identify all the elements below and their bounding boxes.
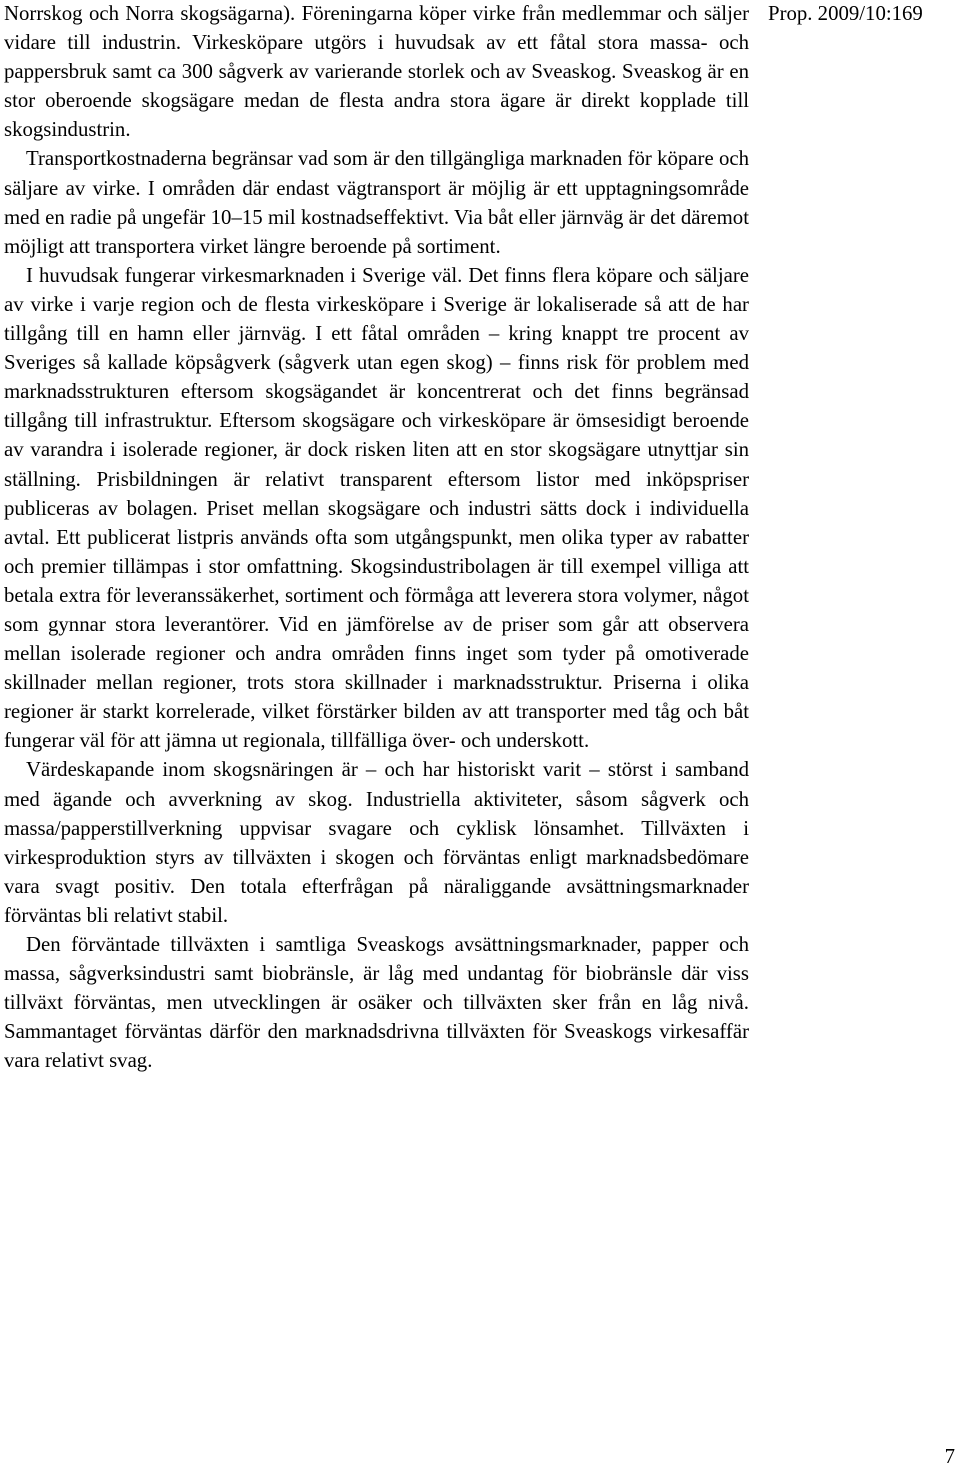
body-text xyxy=(4,0,749,1075)
paragraph: I huvudsak fungerar virkesmarknaden i Sverige väl. Det finns flera köpare och säljare av virke i varje region och de flesta virkesköpare i Sverige är lokaliserade så att de har tillgång till en hamn eller järnväg. I ett fåtal områden – kring knappt tre procent av Sveriges så kallade köpsågverk (sågverk utan egen skog) – finns risk för problem med marknadsstrukturen eftersom skogsägandet är koncentrerat och det finns begränsad tillgång till infrastruktur. Eftersom skogsägare och virkesköpare är ömsesidigt beroende av varandra i isolerade regioner, är dock risken liten att en stor skogsägare utnyttjar sin ställning. Prisbildningen är relativt transparent eftersom listor med inköpspriser publiceras av bolagen. Priset mellan skogsägare och industri sätts dock i individuella avtal. Ett publicerat listpris används ofta som utgångspunkt, men olika typer av rabatter och premier tillämpas i stor omfattning. Skogsindustribolagen är till exempel villiga att betala extra för leveranssäkerhet, sortiment och förmåga att leverera stora volymer, något som gynnar stora leverantörer. Vid en jämförelse av de priser som går att observera mellan isolerade regioner och andra områden finns inget som tyder på omotiverade skillnader mellan regioner, trots stora skillnader i marknadsstruktur. Priserna i olika regioner är starkt korrelerade, vilket förstärker bilden av att transporter med tåg och båt fungerar väl för att jämna ut regionala, tillfälliga över- och underskott. xyxy=(4,263,749,753)
page-number: 7 xyxy=(944,1445,955,1468)
paragraph: Den förväntade tillväxten i samtliga Sveaskogs avsättningsmarknader, papper och massa, sågverksindustri samt biobränsle, är låg med undantag för biobränsle där viss tillväxt förväntas, men utvecklingen är osäker och tillväxten sker från en låg nivå. Sammantaget förväntas därför den marknadsdrivna tillväxten för Sveaskogs virkesaffär vara relativt svag. xyxy=(4,933,749,1073)
proposition-reference: Prop. 2009/10:169 xyxy=(768,2,923,25)
paragraph: Värdeskapande inom skogsnäringen är – och har historiskt varit – störst i samband med ägande och avverkning av skog. Industriella aktiviteter, såsom sågverk och massa/papperstillverkning uppvisar svagare och cyklisk lönsamhet. Tillväxten i virkesproduktion styrs av tillväxten i skogen och förväntas enligt marknadsbedömare vara svagt positiv. Den totala efterfrågan på näraliggande avsättningsmarknader förväntas bli relativt stabil. xyxy=(4,758,749,927)
paragraph: Norrskog och Norra skogsägarna). Föreningarna köper virke från medlemmar och säljer vidare till industrin. Virkesköpare utgörs i huvudsak av ett fåtal stora massa- och pappersbruk samt ca 300 sågverk av varierande storlek och av Sveaskog. Sveaskog är en stor oberoende skogsägare medan de flesta andra stora ägare är direkt kopplade till skogsindustrin. xyxy=(4,2,749,142)
paragraph: Transportkostnaderna begränsar vad som är den tillgängliga marknaden för köpare och säljare av virke. I områden där endast vägtransport är möjlig är ett upptagningsområde med en radie på ungefär 10–15 mil kostnadseffektivt. Via båt eller järnväg är det däremot möjligt att transportera virket längre beroende på sortiment. xyxy=(4,147,749,258)
